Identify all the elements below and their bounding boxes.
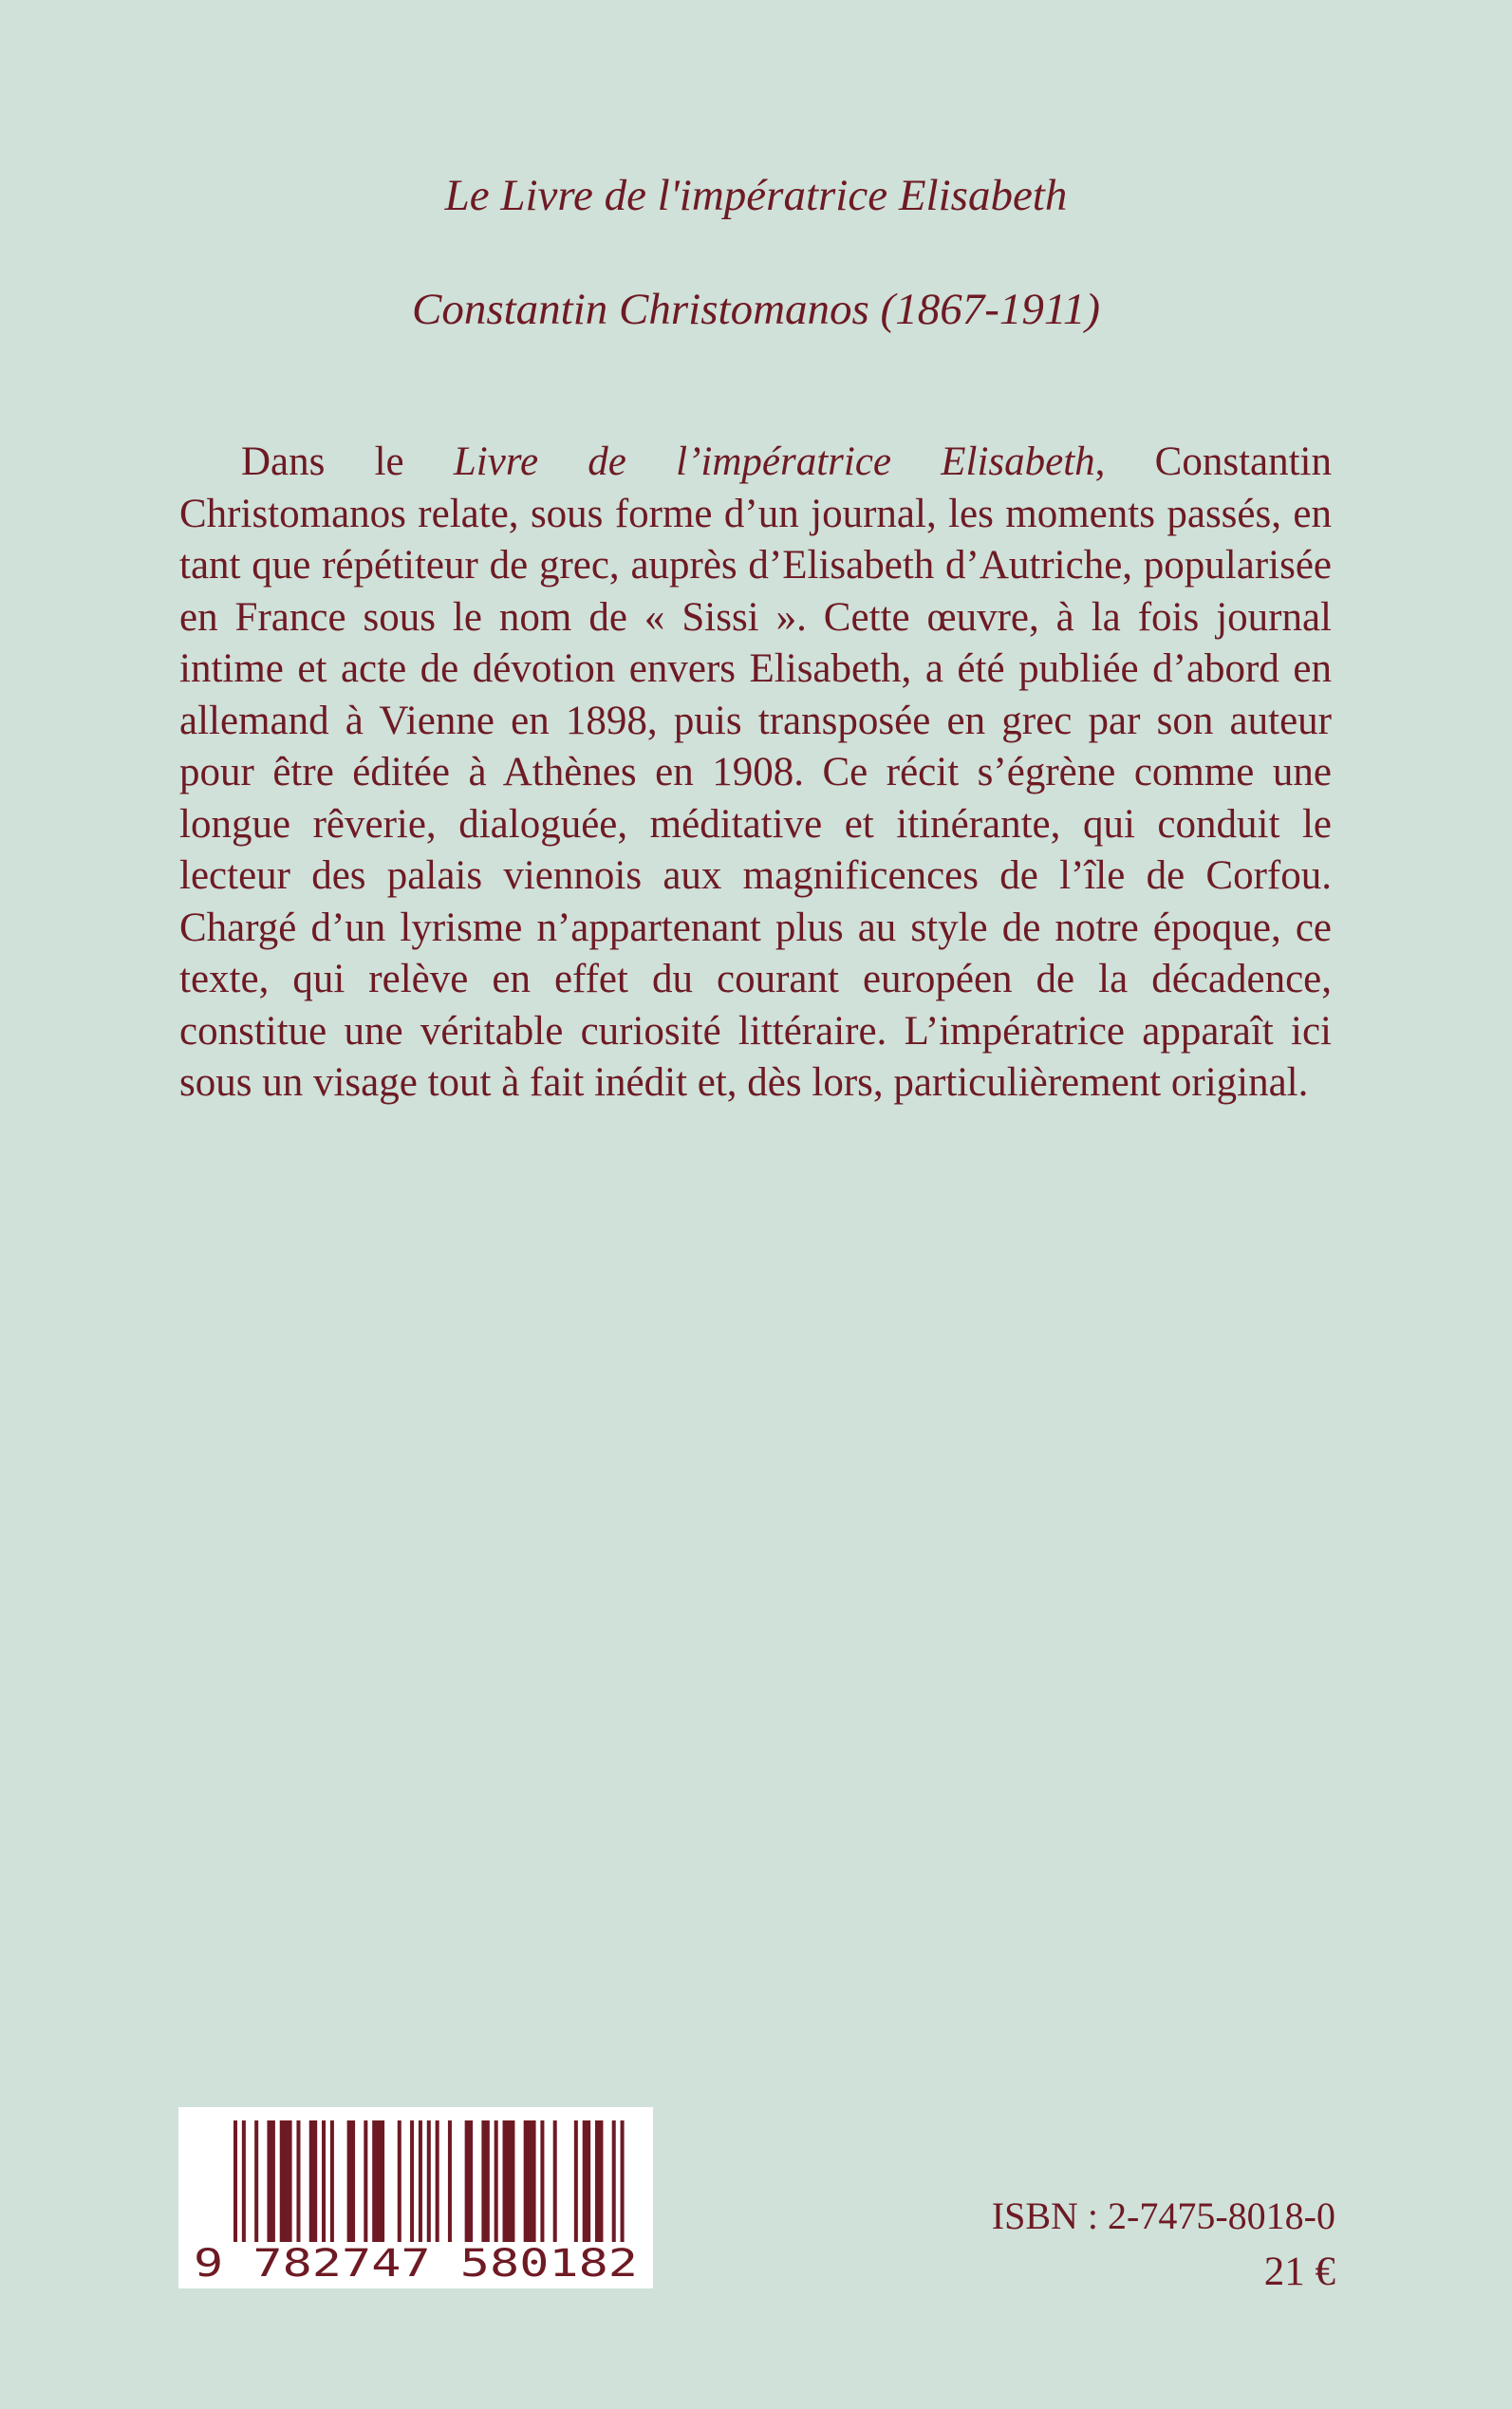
barcode-bar: [574, 2120, 578, 2242]
barcode-bar: [481, 2120, 489, 2242]
barcode-bar: [553, 2120, 557, 2242]
author-line: Constantin Christomanos (1867-1911): [411, 285, 1101, 334]
barcode-bar: [309, 2120, 317, 2242]
barcode-bar: [398, 2120, 401, 2242]
barcode-bar: [495, 2120, 498, 2242]
barcode-bar: [347, 2120, 355, 2242]
barcode-bar: [621, 2120, 625, 2242]
barcode-bar: [448, 2120, 452, 2242]
back-cover-blurb: [179, 437, 1332, 1110]
barcode-bar: [280, 2120, 292, 2242]
barcode-bar: [503, 2120, 515, 2242]
barcode-bar: [419, 2120, 422, 2242]
barcode-bar: [583, 2120, 590, 2242]
book-title: Le Livre de l'impératrice Elisabeth: [444, 171, 1068, 220]
barcode-bar: [465, 2120, 473, 2242]
barcode-bar: [372, 2120, 384, 2242]
isbn-number: ISBN : 2-7475-8018-0: [991, 2194, 1335, 2237]
barcode-bar: [364, 2120, 367, 2242]
barcode-bar: [612, 2120, 616, 2242]
barcode-bar: [410, 2120, 414, 2242]
barcode-bar: [540, 2120, 544, 2242]
price: 21 €: [1263, 2250, 1335, 2294]
barcode-bar: [436, 2120, 439, 2242]
blurb-body: , Constantin Christomanos relate, sous forme d’un journal, les moments passés, en tant que répétiteur de grec, auprès d’Elisabeth d’Autriche, popularisée en France sous le nom de « Sissi ». Cette œuvre, à la fois journal intime et acte de dévotion envers Elisabeth, a été publiée d’abord en allemand à Vienne en 1898, puis transposée en grec par son auteur pour être éditée à Athènes en 1908. Ce récit s’égrène comme une longue rêverie, dialoguée, méditative et itinérante, qui conduit le lecteur des palais viennois aux magnificences de l’île de Corfou. Chargé d’un lyrisme n’appartenant plus au style de notre époque, ce texte, qui relève en effet du courant européen de la décadence, constitue une véritable curiosité littéraire. L’impératrice apparaît ici sous un visage tout à fait inédit et, dès lors, particulièrement original.: [179, 439, 1332, 1105]
blurb-intro: Dans le: [241, 439, 454, 484]
barcode-bar: [233, 2120, 237, 2242]
barcode: [178, 2107, 653, 2288]
barcode-bar: [524, 2120, 536, 2242]
barcode-digits: 9 782747 580182: [194, 2242, 638, 2286]
barcode-bar: [242, 2120, 246, 2242]
barcode-bar: [330, 2120, 334, 2242]
barcode-bar: [322, 2120, 326, 2242]
blurb-book-title: Livre de l’impératrice Elisabeth: [453, 439, 1095, 484]
barcode-bar: [267, 2120, 274, 2242]
barcode-bar: [296, 2120, 300, 2242]
blurb-paragraph: [179, 437, 1332, 1110]
barcode-bar: [595, 2120, 603, 2242]
barcode-bar: [427, 2120, 431, 2242]
barcode-bar: [254, 2120, 258, 2242]
barcode-graphic: [178, 2107, 653, 2288]
